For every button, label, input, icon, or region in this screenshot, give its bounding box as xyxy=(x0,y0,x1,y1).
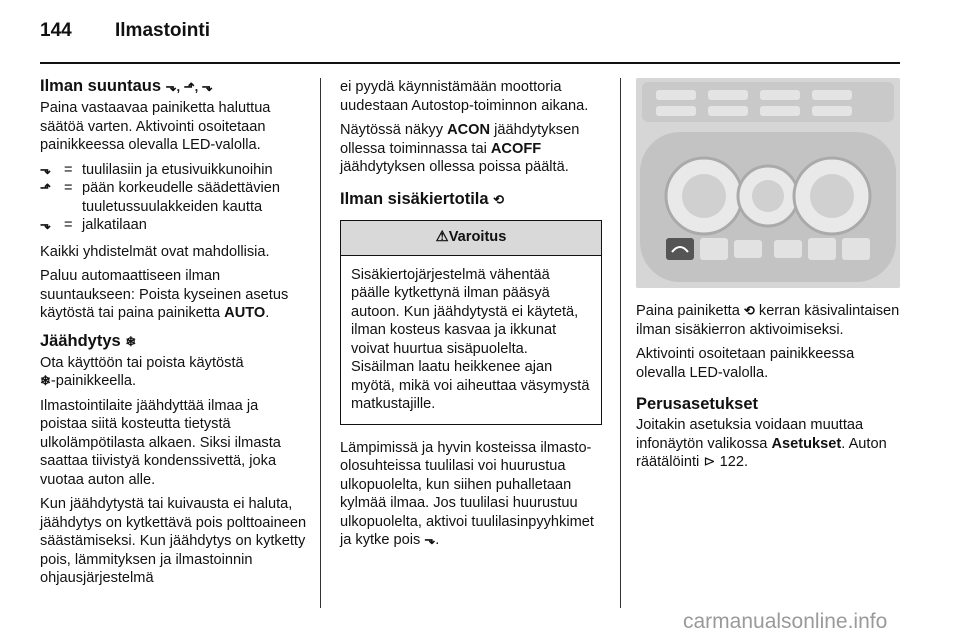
settings-keyword: Asetukset xyxy=(771,435,842,452)
heading-basic-settings: Perusasetukset xyxy=(636,395,758,413)
acon-keyword: ACON xyxy=(447,122,491,138)
page-reference-icon: ⊳ xyxy=(703,454,716,470)
paragraph: Ilmastointilaite jäähdyttää ilmaa ja poistaa siitä kosteutta tietystä ulkolämpötilasta alkaen. Siksi ilmasta saattaa tiivistyä kondenssivettä, joka vuotaa auton alle. xyxy=(40,397,281,488)
legend-row: ⬎ = jalkatilaan xyxy=(40,217,147,233)
heading-air-distribution-text: Ilman suuntaus xyxy=(40,77,162,95)
air-distribution-icons: ⬎, ⬏, ⬎ xyxy=(165,79,213,94)
watermark: carmanualsonline.info xyxy=(683,610,888,633)
paragraph: Aktivointi osoitetaan painikkeessa olevalla LED-valolla. xyxy=(636,346,855,381)
paragraph: Näytössä näkyy ACON jäähdytyksen ollessa toiminnassa tai ACOFF jäähdytyksen ollessa poissa päältä. xyxy=(340,122,580,175)
legend-row: ⬎ = tuulilasiin ja etusivuikkunoihin xyxy=(40,161,273,178)
warning-header xyxy=(341,221,601,256)
auto-keyword: AUTO xyxy=(224,305,266,321)
paragraph: Paina vastaavaa painiketta haluttua säätöä varten. Aktivointi osoitetaan painikkeessa olevalla LED-valolla. xyxy=(40,100,271,153)
snowflake-icon: ❄ xyxy=(40,373,51,388)
climate-control-panel-photo xyxy=(636,78,900,288)
warning-title: Varoitus xyxy=(448,229,507,246)
windscreen-airflow-icon: ⬎ xyxy=(424,532,436,547)
heading-air-distribution xyxy=(40,76,308,97)
acoff-keyword: ACOFF xyxy=(490,140,542,157)
header-rule xyxy=(40,62,900,64)
page-number: 144 xyxy=(40,20,72,41)
column-1 xyxy=(40,70,308,594)
climate-panel-illustration xyxy=(636,78,900,288)
footwell-airflow-icon: ⬎ xyxy=(40,217,51,232)
paragraph: Paluu automaattiseen ilman suuntaukseen: Poista kyseinen asetus käytöstä tai paina painiketta AUTO. xyxy=(40,268,289,321)
column-2 xyxy=(340,70,602,556)
column-3 xyxy=(636,70,902,478)
paragraph: Ota käyttöön tai poista käytöstä ❄-painikkeella. xyxy=(40,354,244,389)
paragraph: Kaikki yhdistelmät ovat mahdollisia. xyxy=(40,243,270,260)
snowflake-icon: ❄ xyxy=(125,333,137,349)
heading-cooling: Jäähdytys ❄ xyxy=(40,331,137,350)
heading-recirculation: Ilman sisäkiertotila ⟲ xyxy=(340,189,505,208)
warning-icon: ⚠ xyxy=(435,229,449,246)
paragraph: Paina painiketta ⟲ kerran käsivalintaisen ilman sisäkierron aktivoimiseksi. xyxy=(636,303,900,338)
windscreen-airflow-icon: ⬎ xyxy=(40,161,51,177)
paragraph: Joitakin asetuksia voidaan muuttaa infonäytön valikossa Asetukset. Auton räätälöinti ⊳ 122. xyxy=(636,417,887,470)
column-divider-2 xyxy=(620,78,621,608)
air-distribution-legend xyxy=(40,161,308,235)
paragraph: Lämpimissä ja hyvin kosteissa ilmasto-olosuhteissa tuulilasi voi huurustua ulkopuolelta, kun siihen puhalletaan kylmää ilmaa. Jos tuulilasi huurustuu ulkopuolelta, aktivoi tuulilasinpyyhkimet ja kytke pois ⬎. xyxy=(340,439,594,548)
head-airflow-icon: ⬏ xyxy=(40,180,51,195)
recirculation-icon: ⟲ xyxy=(743,303,755,318)
column-divider-1 xyxy=(320,78,321,608)
legend-row: ⬏ = pään korkeudelle säädettävien tuuletussuulakkeiden kautta xyxy=(40,180,280,215)
page-reference[interactable]: 122. xyxy=(719,454,749,470)
warning-box xyxy=(340,220,602,425)
paragraph: ei pyydä käynnistämään moottoria uudestaan Autostop-toiminnon aikana. xyxy=(340,79,589,114)
warning-text: Sisäkiertojärjestelmä vähentää päälle kytkettynä ilman pääsyä autoon. Kun jäähdytystä ei käytetä, ilman kosteus kasvaa ja ikkunat voivat huurtua sisäpuolelta. Sisäilman laatu heikkenee ajan myötä, mikä voi aiheuttaa väsymystä matkustajille. xyxy=(351,266,590,412)
recirculation-icon: ⟲ xyxy=(493,191,505,207)
paragraph: Kun jäähdytystä tai kuivausta ei haluta, jäähdytys on kytkettävä pois polttoaineen säästämiseksi. Kun jäähdytys on kytketty pois, lämmityksen ja ilmastoinnin ohjausjärjestelmä xyxy=(40,496,307,586)
page-title: Ilmastointi xyxy=(115,20,211,41)
